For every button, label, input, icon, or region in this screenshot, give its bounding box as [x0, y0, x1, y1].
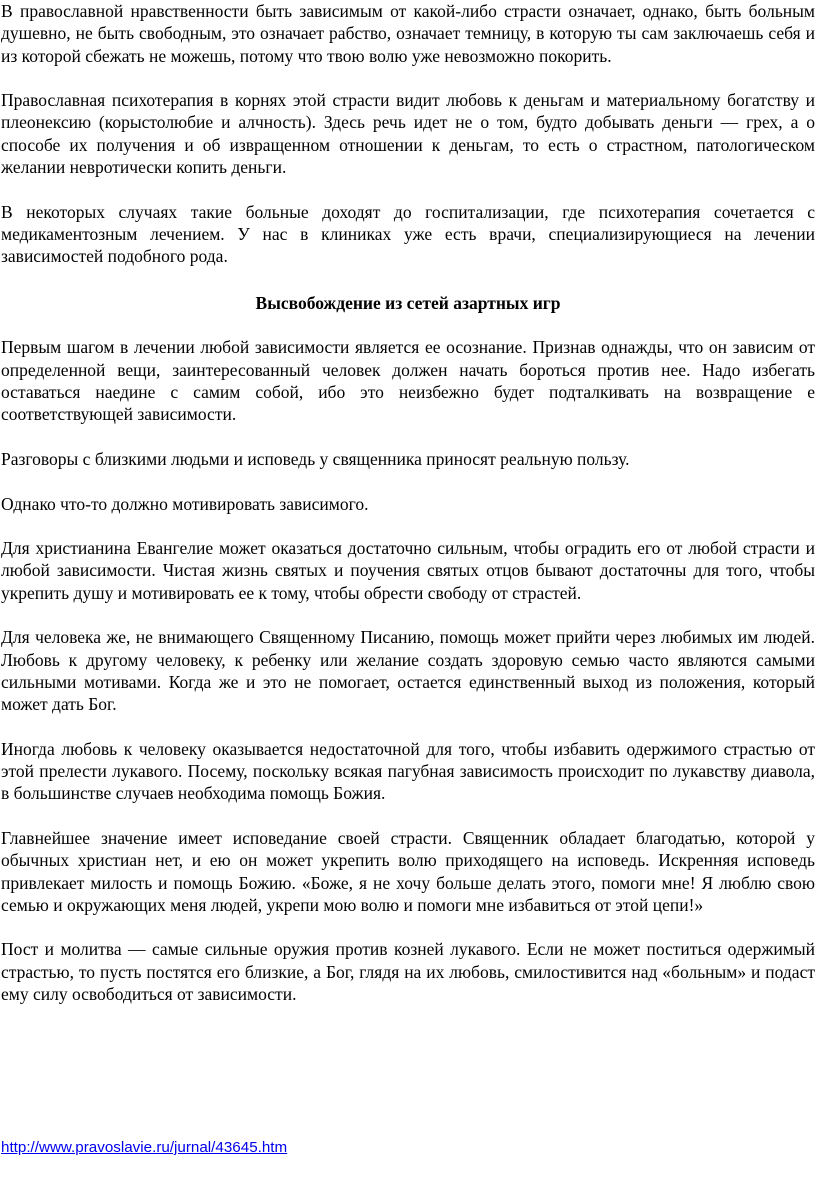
paragraph-fasting-prayer: Пост и молитва — самые сильные оружия против козней лукавого. Если не может поститься одержимый страстью, то пусть постятся его близкие, а Бог, глядя на их любовь, смилостивится над «больным» и подаст ему силу освободиться от зависимости. [1, 939, 815, 1005]
paragraph-first-step: Первым шагом в лечении любой зависимости является ее осознание. Признав однажды, что он зависим от определенной вещи, заинтересованный человек должен начать бороться против нее. Надо избегать оставаться наедине с самим собой, ибо это неизбежно будет подталкивать на возвращение е соответствующей зависимости. [1, 337, 815, 425]
paragraph-motivation: Однако что-то должно мотивировать зависимого. [1, 493, 369, 514]
paragraph-orthodox-psychotherapy: Православная психотерапия в корнях этой страсти видит любовь к деньгам и материальному богатству и плеонексию (корыстолюбие и алчность). Здесь речь идет не о том, будто добывать деньги — грех, а о способе их получения и об извращенном отношении к деньгам, то есть о страстном, патологическом желании невротически копить деньги. [1, 90, 815, 178]
paragraph-loved-ones: Для человека же, не внимающего Священному Писанию, помощь может прийти через любимых им людей. Любовь к другому человеку, к ребенку или желание создать здоровую семью часто являются самыми сильными мотивами. Когда же и это не помогает, остается единственный выход из положения, который может дать Бог. [1, 627, 815, 715]
paragraph-conversations: Разговоры с близкими людьми и исповедь у священника приносят реальную пользу. [1, 448, 630, 469]
source-link[interactable]: http://www.pravoslavie.ru/jurnal/43645.htm [1, 1139, 288, 1156]
paragraph-passion-dependence: В православной нравственности быть зависимым от какой-либо страсти означает, однако, быть больным душевно, не быть свободным, это означает рабство, означает темницу, в которую ты сам заключаешь себя и из которой сбежать не можешь, потому что твою волю уже невозможно покорить. [1, 1, 815, 66]
paragraph-gods-help: Иногда любовь к человеку оказывается недостаточной для того, чтобы избавить одержимого страстью от этой прелести лукавого. Посему, поскольку всякая пагубная зависимость происходит по лукавству диавола, в большинстве случаев необходима помощь Божия. [1, 738, 815, 804]
paragraph-gospel: Для христианина Евангелие может оказаться достаточно сильным, чтобы оградить его от любой страсти и любой зависимости. Чистая жизнь святых и поучения святых отцов бывают достаточны для того, чтобы укрепить душу и мотивировать ее к тому, чтобы обрести свободу от страстей. [1, 538, 815, 603]
paragraph-confession: Главнейшее значение имеет исповедание своей страсти. Священник обладает благодатью, которой у обычных христиан нет, и ею он может укрепить волю приходящего на исповедь. Искренняя исповедь привлекает милость и помощь Божию. «Боже, я не хочу больше делать этого, помоги мне! Я люблю свою семью и окружающих меня людей, укрепи мою волю и помоги мне избавиться от этой цепи!» [1, 827, 815, 915]
section-heading: Высвобождение из сетей азартных игр [255, 292, 561, 313]
paragraph-hospitalization: В некоторых случаях такие больные доходят до госпитализации, где психотерапия сочетается с медикаментозным лечением. У нас в клиниках уже есть врачи, специализирующиеся на лечении зависимостей подобного рода. [1, 201, 815, 267]
